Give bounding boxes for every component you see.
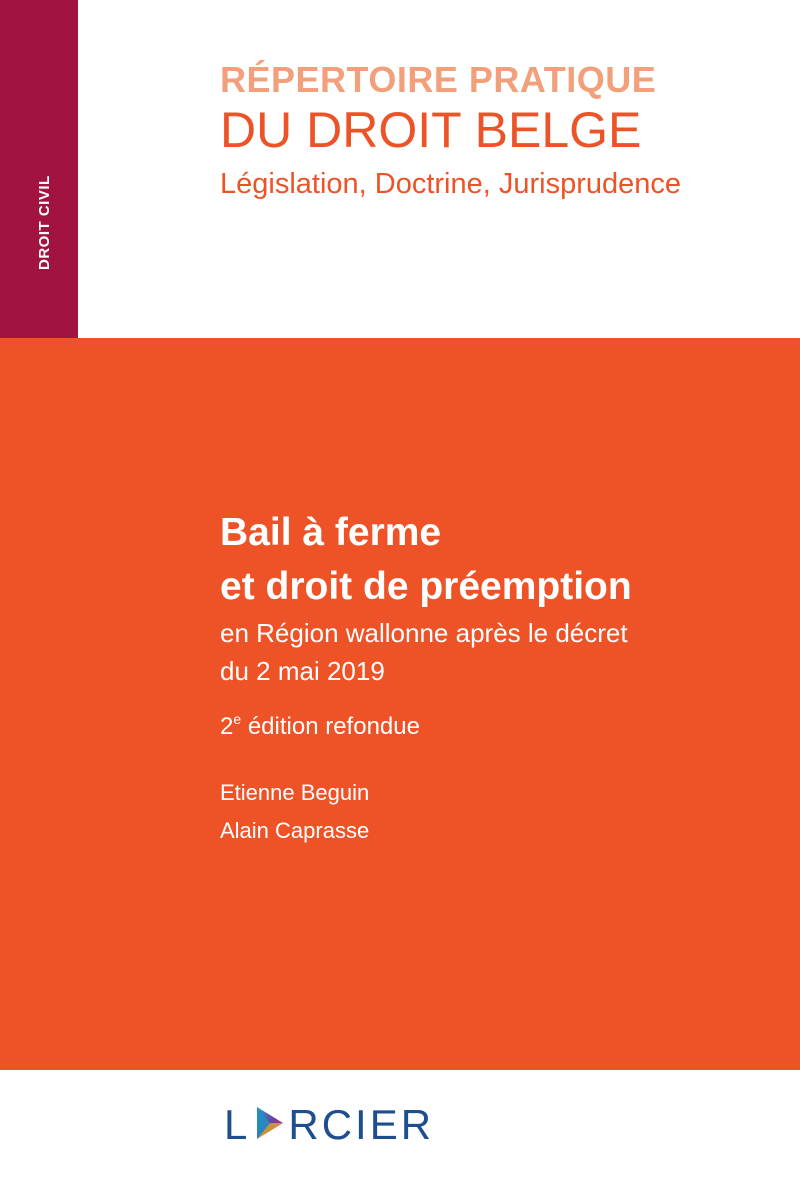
author-name: Etienne Beguin [220,780,370,805]
publisher-wordmark [224,1100,434,1150]
collection-label-wrap [0,0,78,338]
play-triangle-icon [252,1103,286,1143]
publisher-logo-rest: RCIER [288,1101,435,1148]
series-header [220,58,780,204]
edition-suffix: e [233,711,242,727]
book-subtitle-line2: du 2 mai 2019 [220,656,385,686]
book-info [220,506,780,850]
book-title-line2: et droit de préemption [220,565,632,608]
series-title-line1: RÉPERTOIRE PRATIQUE [220,59,657,100]
edition-number: 2 [220,713,234,740]
author-name: Alain Caprasse [220,818,370,843]
book-title-line1: Bail à ferme [220,511,442,554]
edition-text: édition refondue [247,713,420,740]
author-list [220,774,780,850]
book-subtitle-line1: en Région wallonne après le décret [220,618,628,648]
publisher-logo [224,1100,524,1150]
edition-label [220,710,780,744]
series-tagline: Législation, Doctrine, Jurisprudence [220,168,682,200]
publisher-logo-first-letter: L [224,1101,251,1148]
collection-label: DROIT CIVIL [36,175,53,270]
series-title-line2: DU DROIT BELGE [220,102,642,158]
